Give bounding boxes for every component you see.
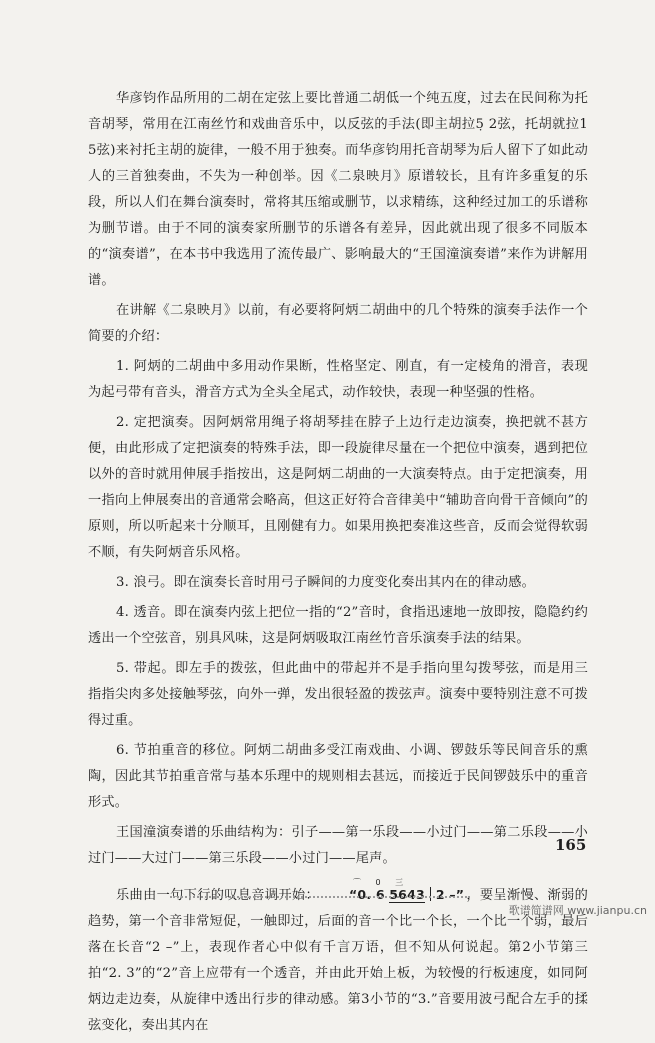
page-number: 165 xyxy=(555,836,587,854)
notation-part: 2 –” xyxy=(435,887,465,902)
notation-intro-text: 乐曲由一句下行的叹息音调开始： xyxy=(116,888,319,903)
notation-part: 5643 xyxy=(389,887,425,902)
body-text xyxy=(88,86,588,1043)
paragraph: 4. 透音。即在演奏内弦上把位一指的“2”音时，食指迅速地一放即按，隐隐约约透出一个空弦音，别具风味，这是阿炳吸取江南丝竹音乐演奏手法的结果。 xyxy=(88,605,588,646)
notation-part: “0. 6 xyxy=(349,887,385,902)
notation-outro-text: ，要呈渐慢、渐弱的趋势，第一个音非常短促，一触即过，后面的音一个比一个长，一个比一个弱，最后落在长音“2 –”上，表现作者心中似有千言万语，但不知从何说起。第2小节第三拍“2. 3”的“2”音上应带有一个透音，并由此开始上板，为较慢的行板速度，如同阿炳边走边奏，从旋律中透出行步的律动感。第3小节的“3.”音要用波弓配合左手的揉弦变化，奏出其内在 xyxy=(88,888,588,1033)
paragraph: 6. 节拍重音的移位。阿炳二胡曲多受江南戏曲、小调、锣鼓乐等民间音乐的熏陶，因此其节拍重音常与基本乐理中的规则相去甚远，而接近于民间锣鼓乐中的重音形式。 xyxy=(88,743,588,810)
paragraph: 在讲解《二泉映月》以前，有必要将阿炳二胡曲中的几个特殊的演奏手法作一个简要的介绍： xyxy=(88,303,588,344)
paragraph: 5. 带起。即左手的拨弦，但此曲中的带起并不是手指向里勾拨琴弦，而是用三指指尖肉多处接触琴弦，向外一弹，发出很轻盈的拨弦声。演奏中要特别注意不可拨得过重。 xyxy=(88,661,588,728)
paragraph: 2. 定把演奏。因阿炳常用绳子将胡琴挂在脖子上边行走边演奏，换把就不甚方便，由此形成了定把演奏的特殊手法，即一段旋律尽量在一个把位中演奏，遇到把位以外的音时就用伸展手指按出，这是阿炳二胡曲的一大演奏特点。由于定把演奏，用一指向上伸展奏出的音通常会略高，但这正好符合音律美中“辅助音向骨干音倾向”的原则，所以听起来十分顺耳，且刚健有力。如果用换把奏准这些音，反而会觉得软弱不顺，有失阿炳音乐风格。 xyxy=(88,415,588,560)
paragraph: 1. 阿炳的二胡曲中多用动作果断，性格坚定、刚直，有一定棱角的滑音，表现为起弓带有音头，滑音方式为全头全尾式，动作较快，表现一种坚强的性格。 xyxy=(88,359,588,400)
paragraph: 华彦钧作品所用的二胡在定弦上要比普通二胡低一个纯五度，过去在民间称为托音胡琴，常用在江南丝竹和戏曲音乐中，以反弦的手法(即主胡拉5̣ 2弦，托胡就拉1 5弦)来衬托主胡的旋律，一般不用于独奏。而华彦钧用托音胡琴为后人留下了如此动人的三首独奏曲，不失为一种创举。因《二泉映月》原谱较长，且有许多重复的乐段，所以人们在舞台演奏时，常将其压缩或删节，以求精练，这种经过加工的乐谱称为删节谱。由于不同的演奏家所删节的乐谱各有差异，因此就出现了很多不同版本的“演奏谱”，在本书中我选用了流传最广、影响最大的“王国潼演奏谱”来作为讲解用谱。 xyxy=(88,91,588,288)
paragraph: 王国潼演奏谱的乐曲结构为：引子——第一乐段——小过门——第二乐段——小过门——大过门——第三乐段——小过门——尾声。 xyxy=(88,825,588,866)
scan-artifact xyxy=(170,893,470,898)
notation-marks: ⌒ 0 三 xyxy=(353,878,410,887)
watermark: 歌谱简谱网 www.jianpu.cn xyxy=(508,904,647,917)
paragraph: 3. 浪弓。即在演奏长音时用弓子瞬间的力度变化奏出其内在的律动感。 xyxy=(116,575,535,590)
